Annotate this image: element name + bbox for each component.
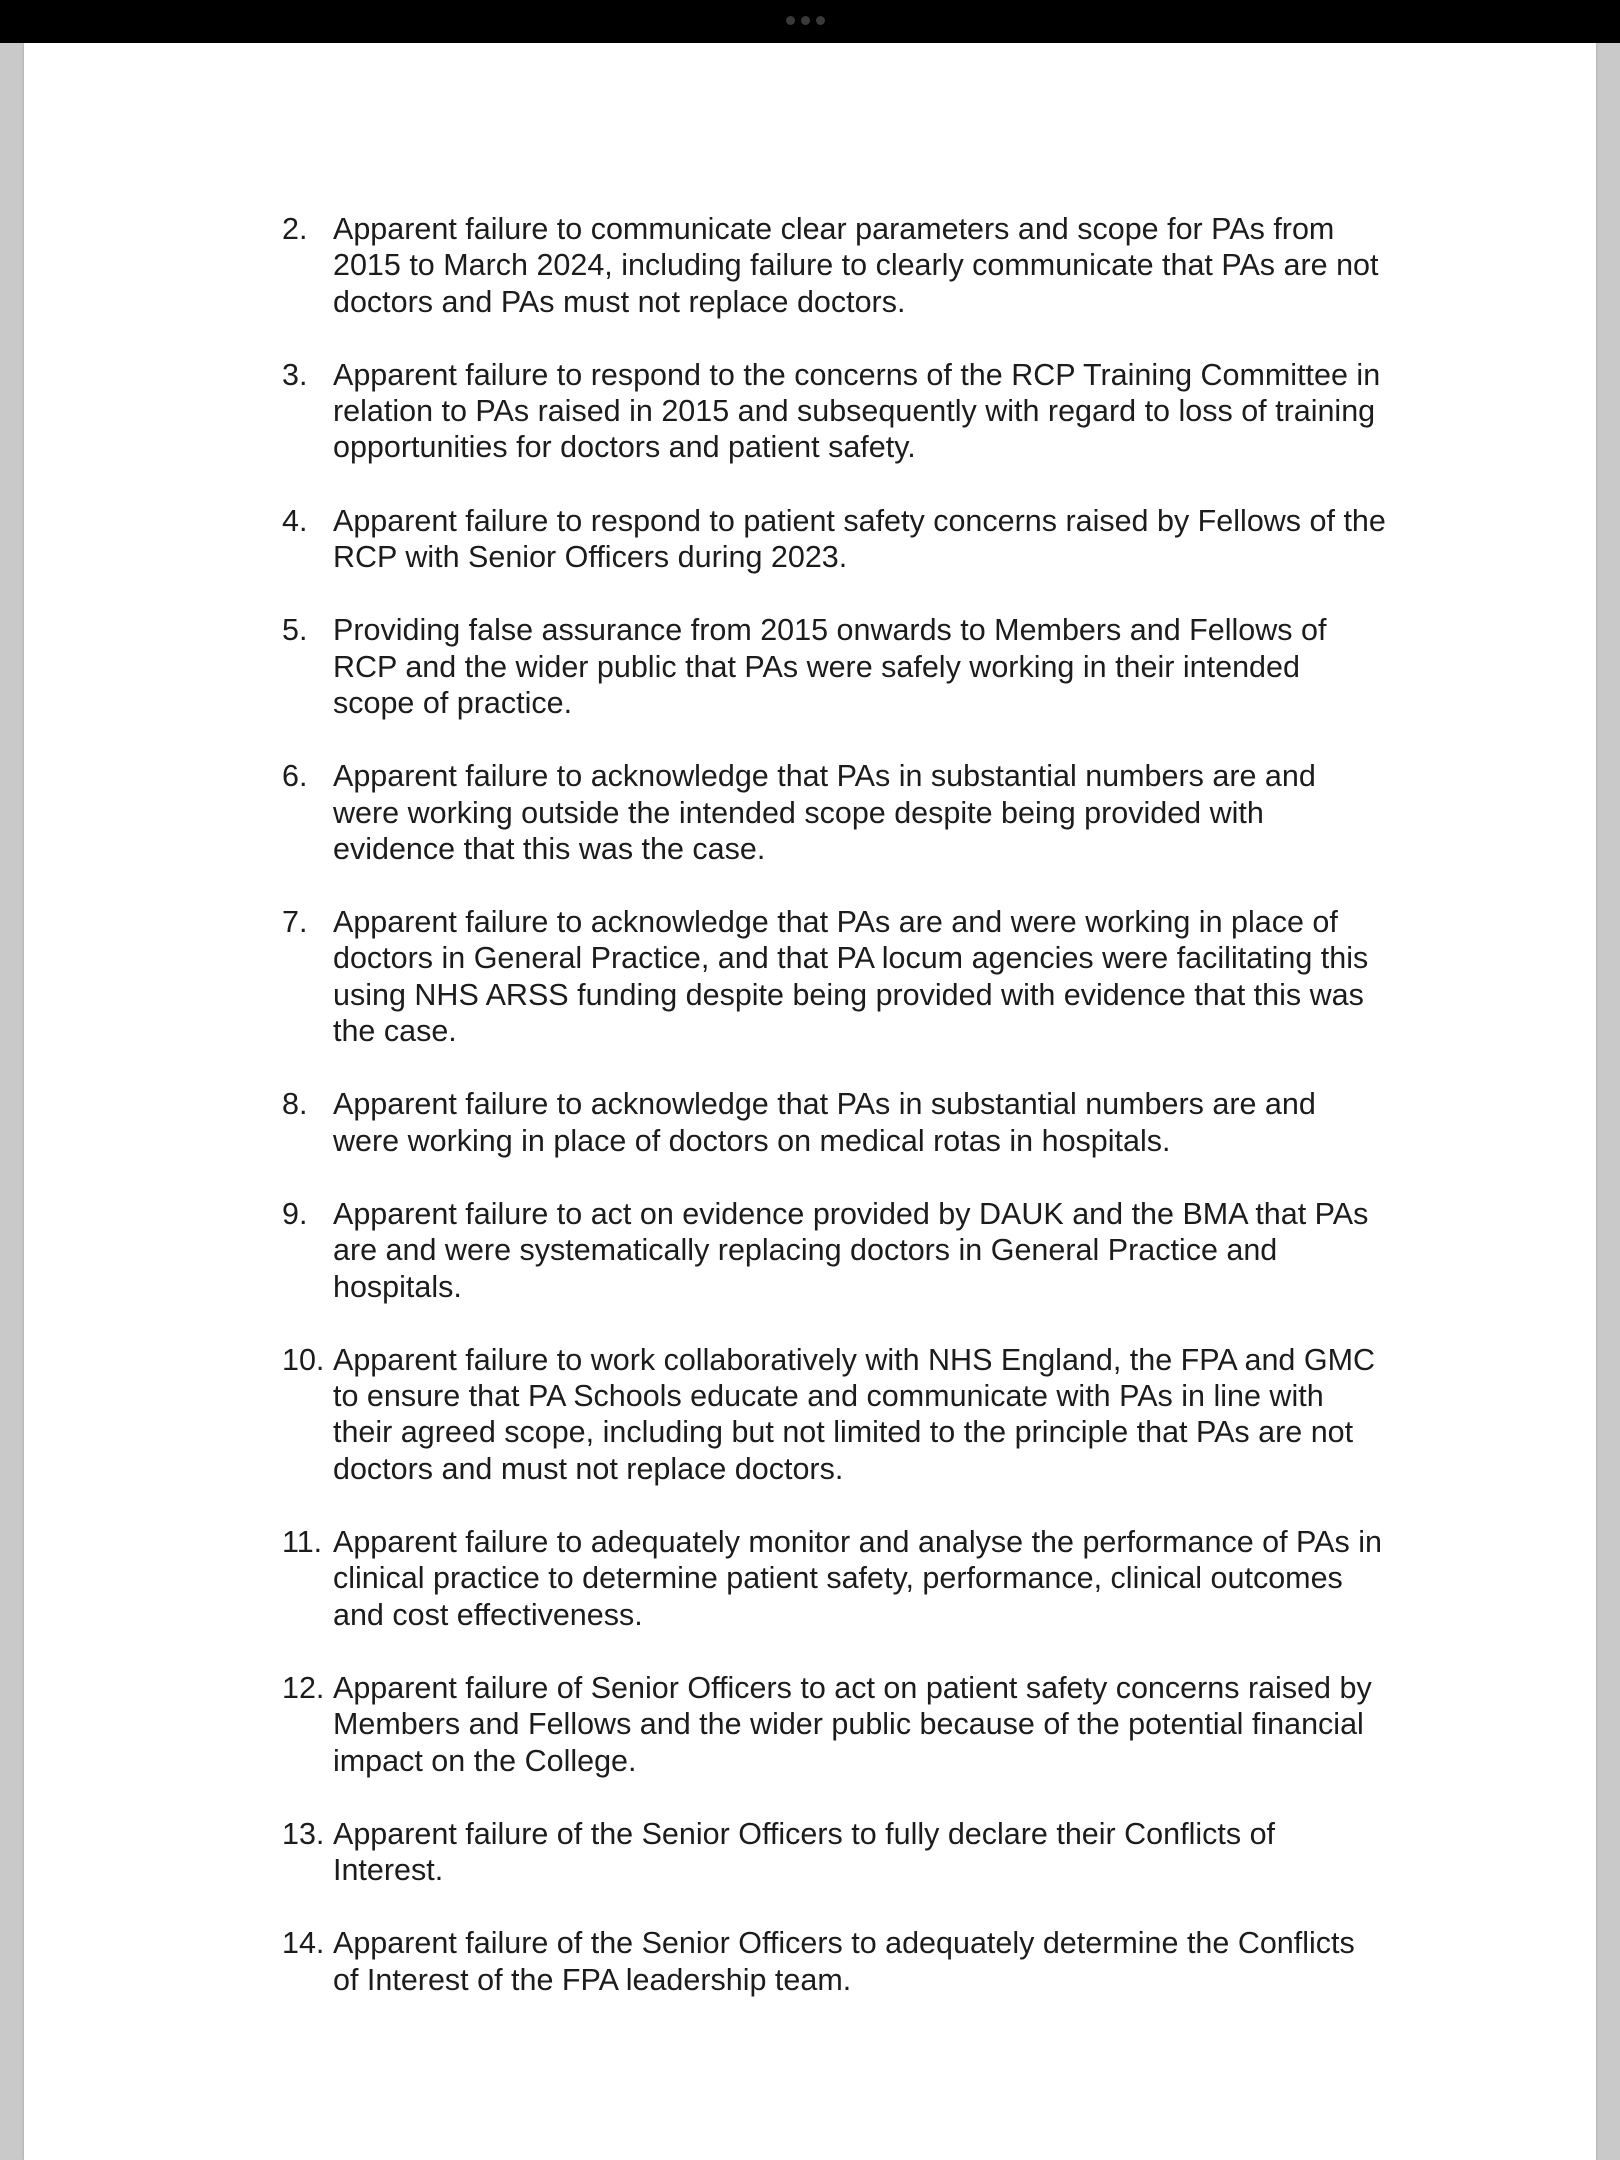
text-line: impact on the College.: [333, 1743, 637, 1778]
dot-icon: [816, 16, 825, 25]
more-options-handle[interactable]: [786, 16, 825, 25]
list-item-text: [333, 1925, 1443, 1998]
list-item-number: 6.: [282, 759, 308, 794]
text-line: clinical practice to determine patient safety, performance, clinical outcomes: [333, 1561, 1343, 1596]
list-item-number: 13.: [282, 1816, 325, 1851]
list-item-text: [333, 503, 1443, 576]
text-line: Apparent failure to act on evidence provided by DAUK and the BMA that PAs: [333, 1196, 1369, 1231]
list-item: [274, 1196, 1454, 1305]
text-line: hospitals.: [333, 1269, 462, 1304]
list-item-number: 12.: [282, 1670, 325, 1705]
list-item: [274, 1086, 1454, 1159]
text-line: doctors and must not replace doctors.: [333, 1451, 844, 1486]
list-item-number: 9.: [282, 1196, 308, 1231]
list-item-text: [333, 211, 1443, 320]
text-line: Apparent failure to respond to patient safety concerns raised by Fellows of the: [333, 503, 1386, 538]
list-item-text: [333, 1196, 1443, 1305]
list-item-number: 3.: [282, 357, 308, 392]
text-line: 2015 to March 2024, including failure to clearly communicate that PAs are not: [333, 248, 1379, 283]
text-line: Apparent failure to respond to the concerns of the RCP Training Committee in: [333, 357, 1381, 392]
text-line: the case.: [333, 1014, 457, 1049]
text-line: Apparent failure to acknowledge that PAs in substantial numbers are and: [333, 759, 1316, 794]
list-item-text: [333, 758, 1443, 867]
text-line: evidence that this was the case.: [333, 831, 766, 866]
list-item: [274, 904, 1454, 1049]
numbered-list: [274, 211, 1454, 2035]
list-item-number: 5.: [282, 613, 308, 648]
text-line: Apparent failure to acknowledge that PAs are and were working in place of: [333, 905, 1338, 940]
text-line: doctors in General Practice, and that PA locum agencies were facilitating this: [333, 941, 1369, 976]
text-line: Apparent failure to work collaboratively with NHS England, the FPA and GMC: [333, 1342, 1376, 1377]
dot-icon: [786, 16, 795, 25]
list-item: [274, 211, 1454, 320]
list-item-text: [333, 904, 1443, 1049]
list-item-number: 11.: [282, 1525, 323, 1560]
text-line: using NHS ARSS funding despite being provided with evidence that this was: [333, 977, 1364, 1012]
text-line: doctors and PAs must not replace doctors.: [333, 284, 906, 319]
list-item: [274, 1816, 1454, 1889]
text-line: Apparent failure to acknowledge that PAs in substantial numbers are and: [333, 1087, 1316, 1122]
text-line: opportunities for doctors and patient safety.: [333, 430, 916, 465]
list-item-text: [333, 1816, 1443, 1889]
text-line: to ensure that PA Schools educate and communicate with PAs in line with: [333, 1379, 1324, 1414]
text-line: were working in place of doctors on medical rotas in hospitals.: [333, 1123, 1171, 1158]
list-item: [274, 1524, 1454, 1633]
list-item-number: 2.: [282, 212, 308, 246]
top-bar: [0, 0, 1620, 43]
list-item-text: [333, 612, 1443, 721]
list-item-number: 4.: [282, 503, 308, 538]
text-line: relation to PAs raised in 2015 and subsequently with regard to loss of training: [333, 394, 1376, 429]
list-item-text: [333, 357, 1443, 466]
text-line: were working outside the intended scope despite being provided with: [333, 795, 1264, 830]
text-line: are and were systematically replacing doctors in General Practice and: [333, 1233, 1278, 1268]
text-line: Members and Fellows and the wider public because of the potential financial: [333, 1707, 1364, 1742]
text-line: Apparent failure to communicate clear parameters and scope for PAs from: [333, 212, 1335, 246]
list-item: [274, 758, 1454, 867]
text-line: and cost effectiveness.: [333, 1597, 643, 1632]
list-item-text: [333, 1670, 1443, 1779]
text-line: scope of practice.: [333, 685, 573, 720]
text-line: Apparent failure of the Senior Officers to fully declare their Conflicts of: [333, 1816, 1276, 1851]
list-item: [274, 1670, 1454, 1779]
text-line: their agreed scope, including but not limited to the principle that PAs are not: [333, 1415, 1354, 1450]
text-line: Apparent failure of the Senior Officers to adequately determine the Conflicts: [333, 1926, 1355, 1961]
document-page: [24, 43, 1596, 2160]
list-item-number: 10.: [282, 1342, 325, 1377]
list-item-text: [333, 1086, 1443, 1159]
text-line: RCP and the wider public that PAs were safely working in their intended: [333, 649, 1300, 684]
list-item-number: 14.: [282, 1926, 325, 1961]
document-viewer[interactable]: [0, 43, 1620, 2160]
list-item: [274, 1925, 1454, 1998]
list-item-number: 7.: [282, 905, 308, 940]
list-item: [274, 357, 1454, 466]
dot-icon: [801, 16, 810, 25]
list-item-text: [333, 1342, 1443, 1487]
list-item: [274, 1342, 1454, 1487]
list-item-text: [333, 1524, 1443, 1633]
list-item: [274, 503, 1454, 576]
text-line: Providing false assurance from 2015 onwards to Members and Fellows of: [333, 613, 1327, 648]
list-item: [274, 612, 1454, 721]
text-line: RCP with Senior Officers during 2023.: [333, 540, 848, 575]
text-line: of Interest of the FPA leadership team.: [333, 1962, 852, 1997]
text-line: Interest.: [333, 1853, 444, 1888]
list-item-number: 8.: [282, 1087, 308, 1122]
text-line: Apparent failure to adequately monitor and analyse the performance of PAs in: [333, 1525, 1382, 1560]
text-line: Apparent failure of Senior Officers to act on patient safety concerns raised by: [333, 1670, 1372, 1705]
